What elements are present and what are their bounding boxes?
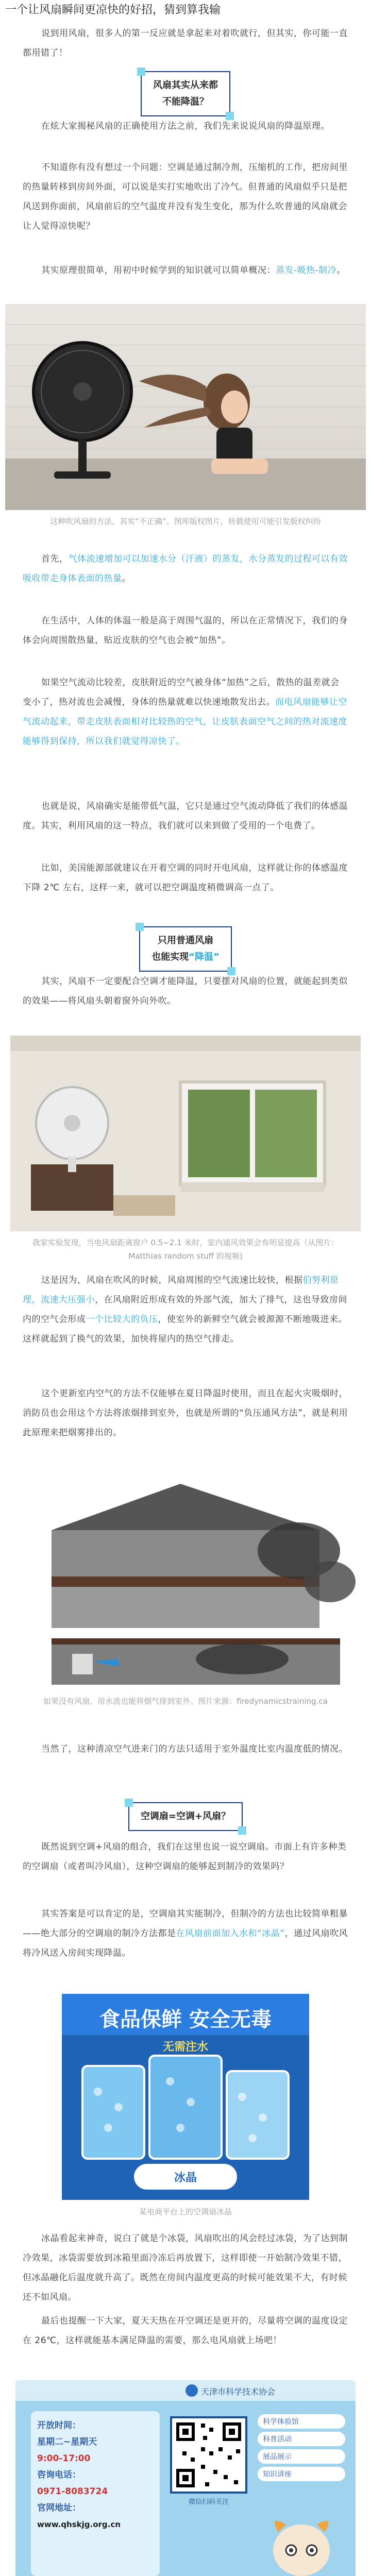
phone-label: 咨询电话： [37,2470,81,2480]
text-span: 首先， [41,554,69,564]
paragraph: 既然说到空调+风扇的组合，我们在这里也说一说空调扇。市面上有许多种类的空调扇（或者叫冷风扇），这种空调扇的能够起到制冷的效果吗？ [23,1842,347,1872]
promo-subline: 无需注水 [162,2041,208,2054]
paragraph: 也就是说，风扇确实是能带低气温，它只是通过空气流动降低了我们的体感温度。其实，利用风扇的这一特点，我们就可以来到做了受用的一个电费了。 [23,801,348,831]
photo-fan-window-svg [10,1036,361,1231]
promo-headline: 食品保鲜 安全无毒 [99,2008,272,2031]
paragraph [0,670,371,754]
paragraph: 比如，美国能源部就建议在开着空调的同时开电风扇，这样就让你的体感温度下降 2℃ 左右，这样一来，就可以把空调温度稍微调高一点了。 [23,863,348,893]
site-value: www.qhskjg.org.cn [37,2520,121,2529]
paragraph: 其实，风扇不一定要配合空调才能降温，只要摆对风扇的位置，就能起到类似的效果——将风扇头朝着窗外向外吹。 [23,976,348,1006]
image-caption: 我家实验发现，当电风扇距离窗户 0.5~2.1 米时，室内通风效果会有明显提高（从图片：Matthias random stuff 的视频) [32,1238,339,1261]
text-span: 其实原理很简单，用初中时候学到的知识就可以简单概况： [41,265,276,276]
paragraph: 这个更新室内空气的方法不仅能够在夏日降温时使用，而且在起火灾吸烟时，消防员也会用这个方法将浓烟排到室外，也就是所谓的“负压通风方法”，就是利用此原理来把烟雾排出的。 [23,1388,348,1438]
paragraph [0,258,371,283]
text-span: 如果空气流动比较差，皮肤附近的空气被身体“加热”之后，散热的温差就会变小了，热对流也会减慢，身体的热量就难以快速地散发出去。 [23,677,340,707]
callout-1-line2: 不能降温？ [162,96,209,107]
org-name: 天津市科学技术协会 [201,2387,276,2397]
page-title: 一个让风扇瞬间更凉快的好招，猜到算我输 [5,4,221,16]
card-tags [258,2411,345,2484]
paragraph: 当然了，这种清凉空气进来门的方法只适用于室外温度比室内温度低的情况。 [41,1744,348,1754]
highlight-text: 而电风扇能够让空气流动起来，带走皮肤表面相对比较热的空气，让皮肤表面空气之间的热对流速度能够得到保持，所以我们就觉得凉快了。 [23,697,347,747]
callout-2-line2-row [151,949,220,965]
diagram-smoke-svg [10,1473,361,1690]
image-caption: 如果没有风扇，用水流也能将烟气排到室外。图片来源：firedynamicstraining.ca [43,1697,328,1706]
hours-value: 星期二~星期天 [37,2437,97,2447]
scan-hint: 微信扫码关注 [188,2498,229,2506]
paragraph [0,1901,371,1966]
text-span: ，通过风扇吹风将冷风送入房间实现降温。 [23,1928,348,1958]
promo-badge: 冰晶 [174,2172,197,2184]
paragraph: 不知道你有没有想过一个问题：空调是通过制冷剂，压缩机的工作，把房间里的热量转移到房间外面，可以说是实打实地吹出了冷气。但普通的风扇似乎只是把风送到你面前，风扇前后的空气温度并没有发生变化，那为什么吹普通的风扇就会让人觉得凉快呢？ [23,162,348,231]
callout-3 [0,1802,371,1831]
image-caption: 这种吹风扇的方法，其实“不正确”。图库版权图片，转载使用可能引发版权纠纷 [50,517,321,526]
paragraph: 在炫大家揭秘风扇的正确使用方法之前，我们先来说说风扇的降温原理。 [41,121,330,131]
callout-3-line: 空调扇=空调+风扇？ [140,1811,231,1822]
paragraph [0,1267,371,1352]
callout-2-line1: 只用普通风扇 [157,935,213,946]
highlight-text: 一个比较大的负压 [86,1314,158,1325]
image-caption: 某电商平台上的空调扇冰晶 [139,2207,232,2216]
paragraph: 最后也提醒一下大家，夏天天热在开空调还是更开的，尽量将空调的温度设定在 26℃，这样就能基本满足降温的需要，那么电风扇就上场吧！ [23,2316,348,2346]
photo-fan-window [10,1036,361,1231]
photo-ice-crystals [62,1994,309,2200]
photo-girl-fan-svg [5,304,366,510]
qr-code-svg [172,2418,245,2492]
diagram-smoke-ventilation [10,1473,361,1690]
phone-value: 0971-8083724 [37,2486,108,2497]
highlight-text: 伯努利原理，流速大压强小 [23,1275,339,1305]
mascot-svg [258,2509,345,2576]
text-span: ，使室外的新鲜空气就会被源源不断地吸进来。这样就起到了换气的效果，加快将屋内的热空气排走。 [23,1314,347,1344]
highlight-text: 蒸发-吸热-制冷 [276,265,337,276]
highlight-text: 气体流速增加可以加速水分（汗液）的蒸发，水分蒸发的过程可以有效吸收带走身体表面的热量 [23,554,348,584]
org-logo-icon [185,2384,198,2397]
callout-2-line2: 也能实现 [151,952,189,962]
paragraph: 在生活中，人体的体温一般是高于周围气温的，所以在正常情况下，我们的身体会向周围散热量，贴近皮肤的空气也会被“加热”。 [23,616,348,646]
text-span: 其实答案是可以肯定的是，空调扇其实能制冷，但制冷的方法也比较简单粗暴——绝大部分的空调扇的制冷方法都是 [23,1909,348,1939]
tag-2: 科普活动 [258,2432,345,2446]
text-span: 会形成 [59,1314,86,1325]
text-span: 。 [122,573,131,584]
paragraph [0,546,371,591]
paragraph: 说到用风扇，很多人的第一反应就是拿起来对着吹就行，但其实，你可能一直都用错了！ [23,28,348,58]
mascot [258,2509,345,2576]
info-panel [31,2411,160,2576]
text-span: 。 [336,265,346,276]
tag-1: 科学体验馆 [258,2414,345,2429]
qr-code[interactable] [170,2416,247,2494]
callout-2 [0,926,371,972]
callout-2-line3: “降温” [189,952,220,962]
text-span: 这是因为，风扇在吹风的时候，风扇周围的空气流速比较快，根据 [41,1275,303,1285]
tag-3: 展品展示 [258,2449,345,2464]
highlight-text: 在风扇前面加入水和“冰晶” [176,1928,285,1939]
callout-1 [0,71,371,116]
text-span: ，在风扇附近形成有效的外部气流，加大了排气，这也导致房间内的空气 [23,1295,347,1325]
site-label: 官网地址： [37,2503,81,2513]
tag-4: 知识讲座 [258,2467,345,2481]
hours-label: 开放时间： [37,2420,81,2431]
time-value: 9:00-17:00 [37,2453,91,2464]
callout-1-line1: 风扇其实从来都 [153,80,218,91]
info-card [15,2380,356,2576]
paragraph: 冰晶看起来神奇，说白了就是个冰袋，风扇吹出的风会经过冰袋，为了达到制冷效果，冰袋需要放到冰箱里面冷冻后再放置下，这样即使一开始制冷效果不错，但冰晶融化后温度就升高了。既然在房间内温度更高的时候可能效果不大，有时候还不如风扇。 [23,2233,348,2302]
photo-girl-fan [5,304,366,510]
